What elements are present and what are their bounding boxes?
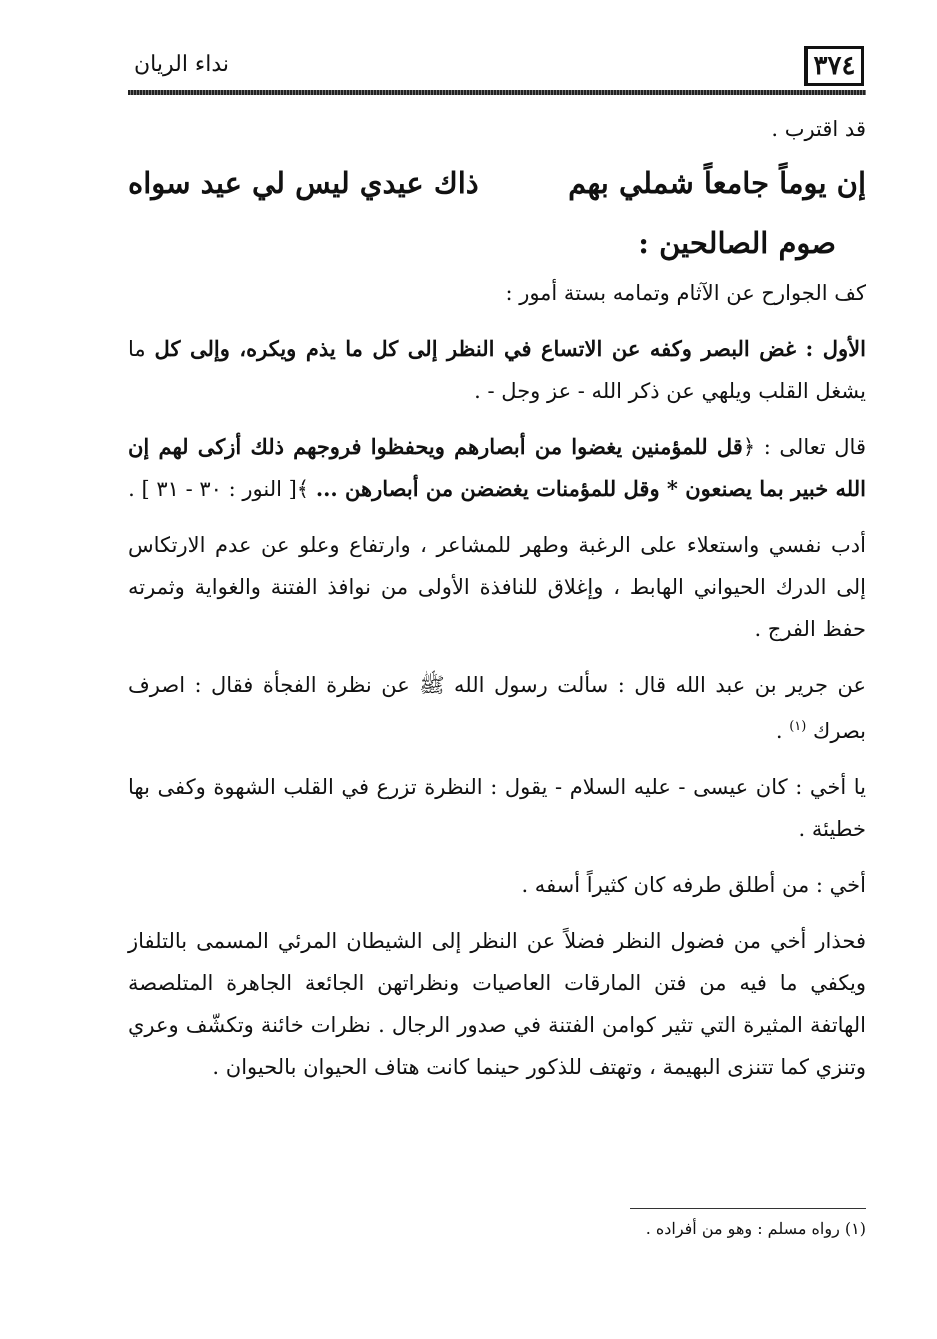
poetry-verse (128, 160, 866, 206)
adab-paragraph: أدب نفسي واستعلاء على الرغبة وطهر للمشاعر ، وارتفاع وعلو عن عدم الارتكاس إلى الدرك الحيواني الهابط ، وإغلاق للنافذة الأولى من نوافذ الفتنة والغواية وثمرته حفظ الفرج . (128, 533, 866, 641)
page-number: ٣٧٤ (804, 46, 864, 86)
isa-paragraph: يا أخي : كان عيسى - عليه السلام - يقول : النظرة تزرع في القلب الشهوة وكفى بها خطيئة . (128, 775, 866, 841)
akhi-paragraph: أخي : من أطلق طرفه كان كثيراً أسفه . (521, 873, 866, 897)
running-title: نداء الريان (134, 52, 230, 77)
quran-paragraph (128, 426, 866, 510)
intro-paragraph: كف الجوارح عن الآثام وتمامه بستة أمور : (505, 281, 866, 305)
footnote-rule (630, 1208, 866, 1209)
header-rule (128, 90, 866, 95)
page-header (128, 44, 866, 98)
first-item-rest: ما يشغل القلب ويلهي عن ذكر الله - عز وجل - . (128, 337, 866, 403)
first-item-paragraph (128, 328, 866, 412)
verse-second-hemistich: ذاك عيدي ليس لي عيد سواه (128, 166, 479, 200)
quran-reference: ﴾[ النور : ٣٠ - ٣١ ] . (128, 477, 310, 501)
section-heading: صوم الصالحين : (638, 226, 836, 260)
quran-verse: قل للمؤمنين يغضوا من أبصارهم ويحفظوا فروجهم ذلك أزكى لهم إن الله خبير بما يصنعون * وقل للمؤمنات يغضضن من أبصارهن ... (128, 434, 866, 501)
hadith-text: عن جرير بن عبد الله قال : سألت رسول الله ﷺ عن نظرة الفجأة فقال : اصرف بصرك (128, 673, 866, 743)
page-body (128, 108, 866, 1238)
hadith-end: . (775, 719, 790, 743)
first-item-bold: الأول : غض البصر وكفه عن الاتساع في النظر إلى كل ما يذم ويكره، وإلى كل (154, 336, 866, 361)
final-paragraph: فحذار أخي من فضول النظر فضلاً عن النظر إلى الشيطان المرئي المسمى بالتلفاز ويكفي ما فيه من فتن المارقات العاصيات ونظراتهن الجائعة الجاهرة المتلصصة الهاتفة المثيرة التي تثير كوامن الفتنة في صدور الرجال . نظرات خائنة وتكشّف وعري وتنزي كما تتنزى البهيمة ، وتهتف للذكور حينما كانت هتاف الحيوان بالحيوان . (128, 929, 866, 1079)
verse-first-hemistich: إن يوماً جامعاً شملي بهم (568, 166, 866, 200)
footnote: (١) رواه مسلم : وهو من أفراده . (645, 1219, 866, 1238)
footnote-marker: (١) (789, 719, 807, 734)
hadith-paragraph (128, 664, 866, 752)
text-line: قد اقترب . (771, 117, 866, 141)
quran-intro: قال تعالى : ﴿ (742, 435, 866, 459)
